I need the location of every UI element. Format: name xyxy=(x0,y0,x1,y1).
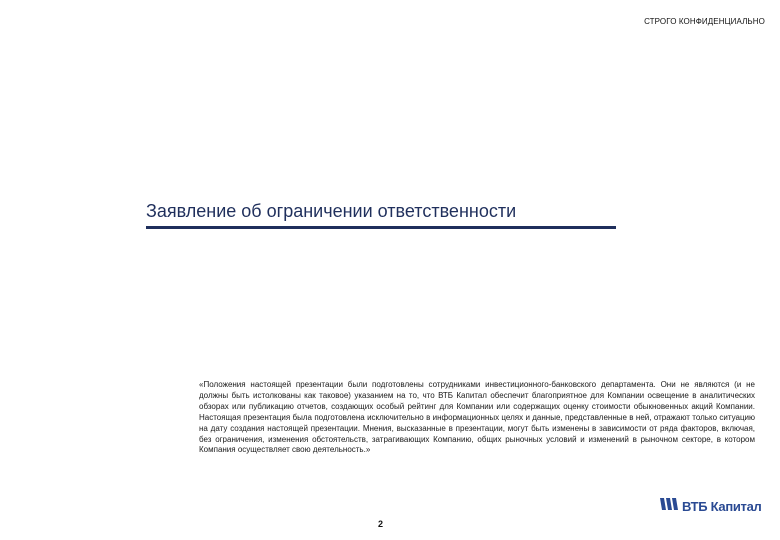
confidentiality-label: СТРОГО КОНФИДЕНЦИАЛЬНО xyxy=(644,17,765,26)
page-number: 2 xyxy=(378,519,384,529)
vtb-capital-logo xyxy=(660,497,762,516)
vtb-logo-text: ВТБ Капитал xyxy=(682,499,762,514)
vtb-logo-icon xyxy=(660,497,678,516)
disclaimer-text: «Положения настоящей презентации были подготовлены сотрудниками инвестиционного-банковского департамента. Они не являются (и не должны быть истолкованы как таковое) указанием на то, что ВТБ Капитал обеспечит благоприятное для Компании освещение в аналитических обзорах или публикацию отчетов, создающих особый рейтинг для Компании или содержащих оценку стоимости обыкновенных акций Компании. Настоящая презентация была подготовлена исключительно в информационных целях и данные, представленные в ней, отражают только ситуацию на дату создания настоящей презентации. Мнения, высказанные в презентации, могут быть изменены в зависимости от ряда факторов, включая, без ограничения, изменения обстоятельств, затрагивающих Компанию, общих рыночных условий и изменений в рыночном секторе, в котором Компания осуществляет свою деятельность.» xyxy=(199,380,755,455)
title-underline-divider xyxy=(146,226,616,229)
slide-title: Заявление об ограничении ответственности xyxy=(146,201,517,221)
